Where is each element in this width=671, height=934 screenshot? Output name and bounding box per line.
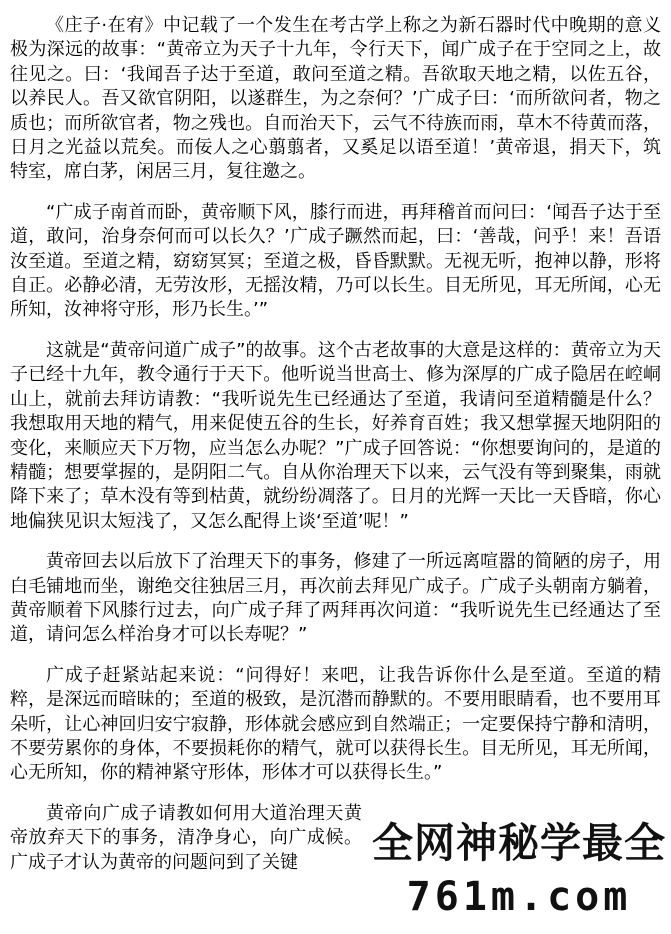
watermark	[369, 810, 669, 926]
paragraph-5: 广成子赶紧站起来说：“问得好！来吧，让我告诉你什么是至道。至道的精粹，是深远而暗昧的；至道的极致，是沉潜而静默的。不要用眼睛看，也不要用耳朵听，让心神回归安宁寂静，形体就会感应到自然端正；一定要保持宁静和清明，不要劳累你的身体，不要损耗你的精气，就可以获得长生。目无所见，耳无所闻，心无所知，你的精神紧守形体，形体才可以获得长生。”	[10, 664, 661, 784]
watermark-url: 761m.com	[406, 874, 632, 920]
paragraph-2: “广成子南首而卧，黄帝顺下风，膝行而进，再拜稽首而问曰：‘闻吾子达于至道，敢问，治身奈何而可以长久？’广成子蹶然而起，曰：‘善哉，问乎！来！吾语汝至道。至道之精，窈窈冥冥；至道之极，昏昏默默。无视无听，抱神以静，形将自正。必静必清，无劳汝形，无摇汝精，乃可以长生。目无所见，耳无所闻，心无所知，汝神将守形，形乃长生。’”	[10, 201, 661, 321]
paragraph-3: 这就是“黄帝问道广成子”的故事。这个古老故事的大意是这样的：黄帝立为天子已经十九年，教令通行于天下。他听说当世高士、修为深厚的广成子隐居在崆峒山上，就前去拜访请教：“我听说先生已经通达了至道，我请问至道精髓是什么？我想取用天地的精气，用来促使五谷的生长，好养育百姓；我又想掌握天地阴阳的变化，来顺应天下万物，应当怎么办呢？”广成子回答说：“你想要询问的，是道的精髓；想要掌握的，是阴阳二气。自从你治理天下以来，云气没有等到聚集，雨就降下来了；草木没有等到枯黄，就纷纷凋落了。日月的光辉一天比一天昏暗，你心地偏狭见识太短浅了，又怎么配得上谈‘至道’呢！”	[10, 339, 661, 532]
paragraph-6: 黄帝向广成子请教如何用大道治理天黄帝放弃天下的事务，清净身心，向广成候。广成子才认为黄帝的问题问到了关键	[10, 802, 362, 873]
paragraph-1: 《庄子·在宥》中记载了一个发生在考古学上称之为新石器时代中晚期的意义极为深远的故事：“黄帝立为天子十九年，令行天下，闻广成子在于空同之上，故往见之。曰：‘我闻吾子达于至道，敢问至道之精。吾欲取天地之精，以佐五谷，以养民人。吾又欲官阴阳，以遂群生，为之奈何？’广成子曰：‘而所欲问者，物之质也；而所欲官者，物之残也。自而治天下，云气不待族而雨，草木不待黄而落，日月之光益以荒矣。而佞人之心翦翦者，又奚足以语至道！’黄帝退，捐天下，筑特室，席白茅，闲居三月，复往邀之。	[10, 15, 661, 183]
paragraph-4: 黄帝回去以后放下了治理天下的事务，修建了一所远离喧嚣的简陋的房子，用白毛铺地而坐，谢绝交往独居三月，再次前去拜见广成子。广成子头朝南方躺着，黄帝顺着下风膝行过去，向广成子拜了两拜再次问道：“我听说先生已经通达了至道，请问怎么样治身才可以长寿呢？”	[10, 551, 661, 646]
watermark-title: 全网神秘学最全	[372, 819, 666, 867]
